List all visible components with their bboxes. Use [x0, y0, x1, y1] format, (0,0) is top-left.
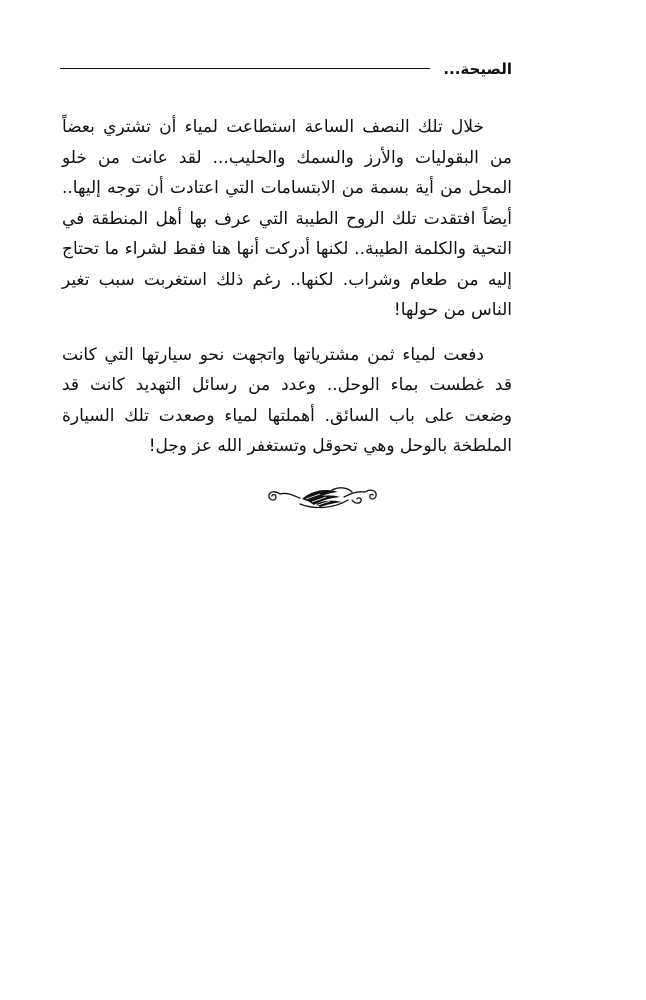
header-rule — [60, 68, 430, 69]
running-header — [60, 58, 512, 82]
paragraph-1: خلال تلك النصف الساعة استطاعت لمياء أن تشتري بعضاً من البقوليات والأرز والسمك والحليب... لقد عانت من خلو المحل من أية بسمة من الابتسامات التي اعتادت أن توجه إليها.. أيضاً افتقدت تلك الروح الطيبة التي عرف بها أهل المنطقة في التحية والكلمة الطيبة.. لكنها أدركت أنها هنا فقط لشراء ما تحتاج إليه من طعام وشراب. لكنها.. رغم ذلك استغربت سبب تغير الناس من حولها! — [62, 117, 512, 320]
body-text — [62, 112, 512, 476]
header-title: الصيحة... — [443, 60, 512, 78]
paragraph-2: دفعت لمياء ثمن مشترياتها واتجهت نحو سيارتها التي كانت قد غطست بماء الوحل.. وعدد من رسائل التهديد كانت قد وضعت على باب السائق. أهملتها لمياء وصعدت تلك السيارة الملطخة بالوحل وهي تحوقل وتستغفر الله عز وجل! — [62, 344, 512, 456]
decorative-flourish-icon — [260, 480, 385, 512]
